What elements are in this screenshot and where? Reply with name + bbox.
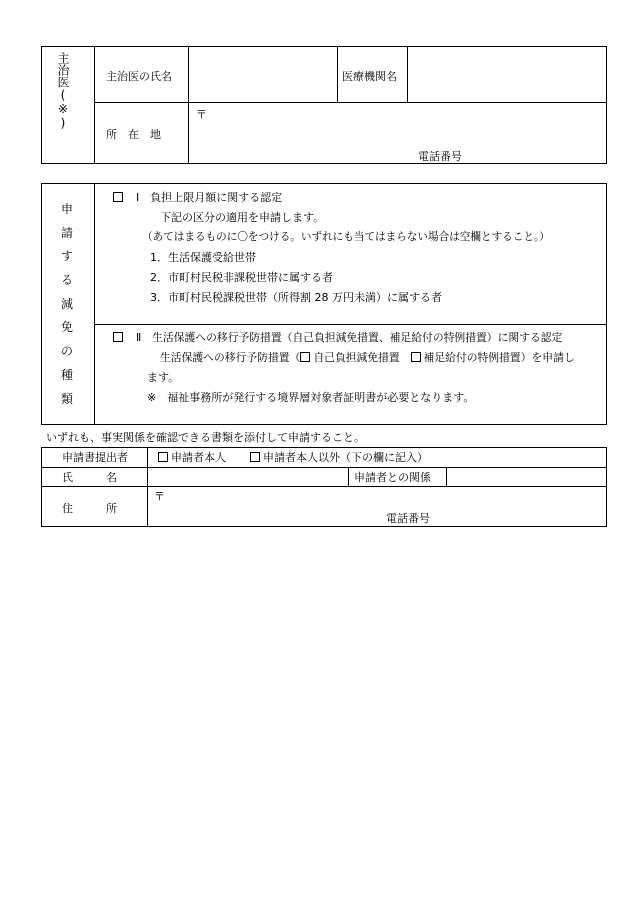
divider	[94, 46, 95, 164]
institution-label: 医療機関名	[342, 70, 397, 83]
divider	[337, 46, 338, 102]
divider	[446, 467, 447, 486]
section1-line1: 下記の区分の適用を申請します。	[160, 211, 325, 224]
submitter-name-field[interactable]	[149, 469, 346, 484]
relation-label: 申請者との関係	[354, 471, 431, 484]
phone-label: 電話番号	[418, 150, 462, 163]
opt-self-pay-checkbox[interactable]	[300, 352, 310, 362]
section2-title: Ⅱ 生活保護への移行予防措置（自己負担減免措置、補足給付の特例措置）に関する認定	[113, 331, 562, 344]
section1-item-3[interactable]: 3．市町村民税課税世帯（所得割 28 万円未満）に属する者	[150, 291, 442, 304]
submitter-phone-label: 電話番号	[386, 512, 430, 525]
submitter-option-self[interactable]: 申請者本人	[158, 451, 226, 464]
other-checkbox[interactable]	[250, 452, 260, 462]
self-checkbox[interactable]	[158, 452, 168, 462]
section2-note: ※ 福祉事務所が発行する境界層対象者証明書が必要となります。	[147, 391, 475, 404]
section2-line2: ます。	[147, 371, 180, 384]
doctor-side-label: 主治医(※)	[56, 52, 70, 130]
section1-checkbox[interactable]	[113, 192, 123, 202]
reduction-side-label: 申 請 す る 減 免 の 種 類	[60, 202, 73, 406]
relation-field[interactable]	[448, 469, 605, 484]
institution-field[interactable]	[409, 48, 605, 100]
divider	[348, 467, 349, 486]
divider	[147, 447, 148, 527]
divider	[41, 486, 607, 487]
divider	[94, 102, 607, 103]
opt-supplement-checkbox[interactable]	[411, 352, 421, 362]
attach-note: いずれも、事実関係を確認できる書類を添付して申請すること。	[46, 431, 365, 444]
doctor-name-label: 主治医の氏名	[106, 70, 172, 83]
divider	[41, 467, 607, 468]
section1-item-1[interactable]: 1．生活保護受給世帯	[150, 251, 256, 264]
section2-checkbox[interactable]	[113, 332, 123, 342]
section1-title: Ⅰ 負担上限月額に関する認定	[113, 191, 282, 204]
postal-mark: 〒	[196, 108, 207, 121]
section1-note: （あてはまるものに〇をつける。いずれにも当てはまらない場合は空欄とすること。）	[142, 231, 550, 243]
address-label: 所 在 地	[106, 128, 161, 141]
submitter-option-other[interactable]: 申請者本人以外（下の欄に記入）	[250, 451, 428, 464]
section2-line1: 生活保護への移行予防措置（ 自己負担減免措置 補足給付の特例措置）を申請し	[160, 351, 575, 364]
divider	[188, 46, 189, 164]
doctor-address-field[interactable]	[210, 106, 600, 146]
submitter-name-label: 氏 名	[62, 471, 117, 484]
doctor-name-field[interactable]	[190, 48, 335, 100]
submitter-address-label: 住 所	[62, 502, 117, 515]
submitter-label: 申請書提出者	[62, 451, 128, 464]
divider	[94, 324, 607, 325]
divider	[94, 183, 95, 425]
divider	[407, 46, 408, 102]
submitter-postal-mark: 〒	[154, 490, 165, 503]
submitter-address-field[interactable]	[170, 489, 600, 511]
section1-item-2[interactable]: 2．市町村民税非課税世帯に属する者	[150, 271, 333, 284]
